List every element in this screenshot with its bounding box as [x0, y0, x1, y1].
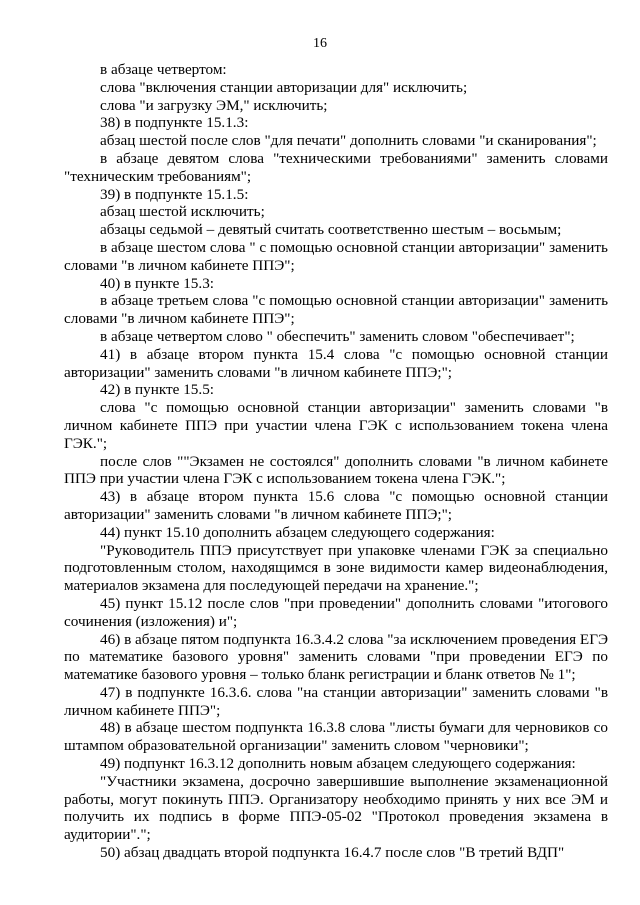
paragraph: 45) пункт 15.12 после слов "при проведении" дополнить словами "итогового сочинения (изложения) и";: [64, 594, 608, 630]
page-number: 16: [313, 36, 327, 51]
paragraph: 49) подпункт 16.3.12 дополнить новым абзацем следующего содержания:: [100, 755, 576, 773]
paragraph: абзац шестой после слов "для печати" дополнить словами "и сканирования";: [100, 132, 597, 150]
paragraph: слова "с помощью основной станции авторизации" заменить словами "в личном кабинете ППЭ при участии члена ГЭК с использованием токена члена ГЭК.";: [64, 399, 608, 452]
paragraph: абзацы седьмой – девятый считать соответственно шестым – восьмым;: [100, 221, 562, 239]
paragraph: 38) в подпункте 15.1.3:: [100, 114, 249, 132]
paragraph: после слов ""Экзамен не состоялся" дополнить словами "в личном кабинете ППЭ при участии члена ГЭК с использованием токена члена ГЭК.";: [64, 452, 608, 488]
paragraph: 39) в подпункте 15.1.5:: [100, 185, 249, 203]
paragraph: 40) в пункте 15.3:: [100, 274, 215, 292]
paragraph: в абзаце четвертом:: [100, 61, 227, 78]
paragraph: "Руководитель ППЭ присутствует при упаковке членами ГЭК за специально подготовленным столом, находящимся в зоне видимости камер видеонаблюдения, материалов экзамена для последующей передачи на хранение.";: [64, 541, 608, 595]
paragraph: в абзаце третьем слова "с помощью основной станции авторизации" заменить словами "в личном кабинете ППЭ";: [64, 292, 608, 328]
paragraph: 47) в подпункте 16.3.6. слова "на станции авторизации" заменить словами "в личном кабинете ППЭ";: [64, 683, 608, 719]
paragraph: в абзаце четвертом слово " обеспечить" заменить словом "обеспечивает";: [100, 327, 575, 345]
paragraph: 43) в абзаце втором пункта 15.6 слова "с помощью основной станции авторизации" заменить словами "в личном кабинете ППЭ;";: [64, 488, 608, 523]
paragraph: в абзаце девятом слова "техническими требованиями" заменить словами "техническим требованиям";: [64, 149, 608, 185]
paragraph: 50) абзац двадцать второй подпункта 16.4.7 после слов "В третий ВДП": [100, 844, 565, 862]
paragraph: "Участники экзамена, досрочно завершившие выполнение экзаменационной работы, могут покинуть ППЭ. Организатору необходимо принять у них все ЭМ и получить их подпись в форме ППЭ-05-02 "Протокол проведения экзамена в аудитории".";: [64, 772, 608, 844]
paragraph: 44) пункт 15.10 дополнить абзацем следующего содержания:: [100, 523, 495, 541]
paragraph: 42) в пункте 15.5:: [100, 381, 215, 399]
paragraph: слова "включения станции авторизации для" исключить;: [100, 78, 468, 96]
document-body: [64, 61, 608, 862]
paragraph: 46) в абзаце пятом подпункта 16.3.4.2 слова "за исключением проведения ЕГЭ по математике базового уровня" заменить словами "при проведении ЕГЭ по математике базового уровня – только бланк регистрации и бланк ответов № 1";: [64, 630, 608, 684]
paragraph: слова "и загрузку ЭМ," исключить;: [100, 96, 328, 114]
paragraph: 41) в абзаце втором пункта 15.4 слова "с помощью основной станции авторизации" заменить словами "в личном кабинете ППЭ;";: [64, 345, 608, 381]
paragraph: 48) в абзаце шестом подпункта 16.3.8 слова "листы бумаги для черновиков со штампом образовательной организации" заменить словом "черновики";: [64, 719, 608, 755]
paragraph: в абзаце шестом слова " с помощью основной станции авторизации" заменить словами "в личном кабинете ППЭ";: [64, 238, 608, 274]
paragraph: абзац шестой исключить;: [100, 203, 265, 221]
